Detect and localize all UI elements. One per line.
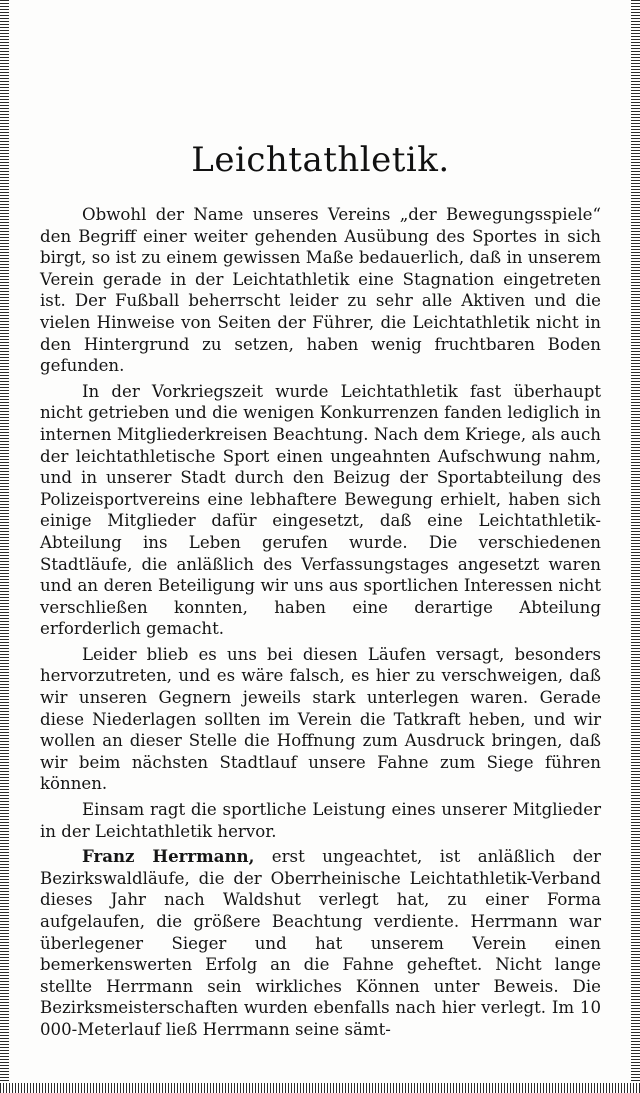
paragraph-herrmann [40,846,601,1040]
page-title: Leichtathletik. [191,140,450,180]
scan-edge-bottom [0,1083,640,1093]
article [40,140,601,1045]
scan-edge-left [0,0,9,1093]
paragraph-herrmann-text: erst ungeachtet, ist anläßlich der Bezirkswaldläufe, die der Oberrheinische Leichtathletik-Verband dieses Jahr nach Waldshut verlegt hat, zu einer Forma aufgelaufen, die größere Beachtung verdiente. Herrmann war überlegener Sieger und hat unserem Verein einen bemerkenswerten Erfolg an die Fahne geheftet. Nicht lange stellte Herrmann sein wirkliches Können unter Beweis. Die Bezirksmeisterschaften wurden ebenfalls nach hier verlegt. Im 10 000-Meterlauf ließ Herrmann seine sämt- [40,847,601,1039]
paragraph-races: Leider blieb es uns bei diesen Läufen versagt, besonders hervorzutreten, und es wäre falsch, es hier zu verschweigen, daß wir unseren Gegnern jeweils stark unterlegen waren. Gerade diese Niederlagen sollten im Verein die Tatkraft heben, und wir wollen an dieser Stelle die Hoffnung zum Ausdruck bringen, daß wir beim nächsten Stadtlauf unsere Fahne zum Siege führen können. [40,644,601,794]
paragraph-highlight: Einsam ragt die sportliche Leistung eines unserer Mitglieder in der Leichtathletik hervor. [40,800,601,841]
paragraph-intro: Obwohl der Name unseres Vereins „der Bewegungsspiele“ den Begriff einer weiter gehenden Ausübung des Sportes in sich birgt, so ist zu einem gewissen Maße bedauerlich, daß in unserem Verein gerade in der Leichtathletik eine Stagnation eingetreten ist. Der Fußball beherrscht leider zu sehr alle Aktiven und die vielen Hinweise von Seiten der Führer, die Leichtathletik nicht in den Hintergrund zu setzen, haben wenig fruchtbaren Boden gefunden. [40,205,601,376]
scan-edge-right [631,0,640,1093]
paragraph-prewar: In der Vorkriegszeit wurde Leichtathletik fast überhaupt nicht getrieben und die wenigen Konkurrenzen fanden lediglich in internen Mitgliederkreisen Beachtung. Nach dem Kriege, als auch der leichtathletische Sport einen ungeahnten Aufschwung nahm, und in unserer Stadt durch den Beizug der Sportabteilung des Polizeisportvereins eine lebhaftere Bewegung erhielt, haben sich einige Mitglieder dafür eingesetzt, daß eine Leichtathletik-Abteilung ins Leben gerufen wurde. Die verschiedenen Stadtläufe, die anläßlich des Verfassungstages angesetzt waren und an deren Beteiligung wir uns aus sportlichen Interessen nicht verschließen konnten, haben eine derartige Abteilung erforderlich gemacht. [40,381,601,639]
athlete-name: Franz Herrmann, [82,846,255,867]
